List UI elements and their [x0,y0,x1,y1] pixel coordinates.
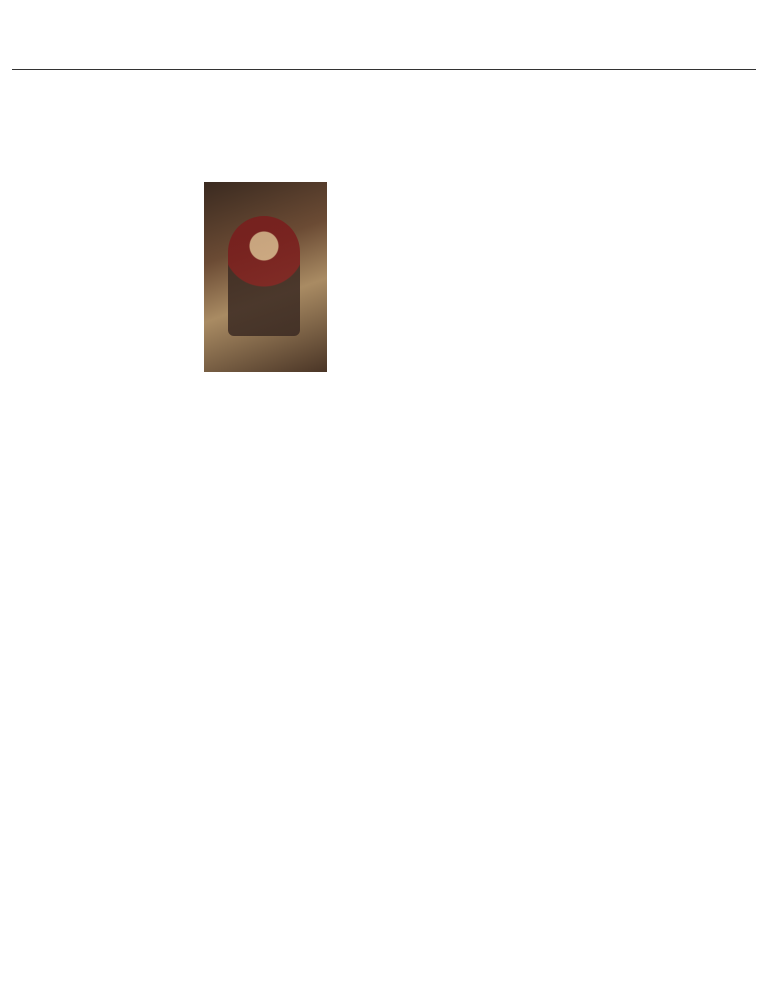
pope-figure [228,216,300,336]
article1-col1 [14,182,140,488]
pope-portrait-image [204,182,327,372]
page-header [12,48,756,70]
